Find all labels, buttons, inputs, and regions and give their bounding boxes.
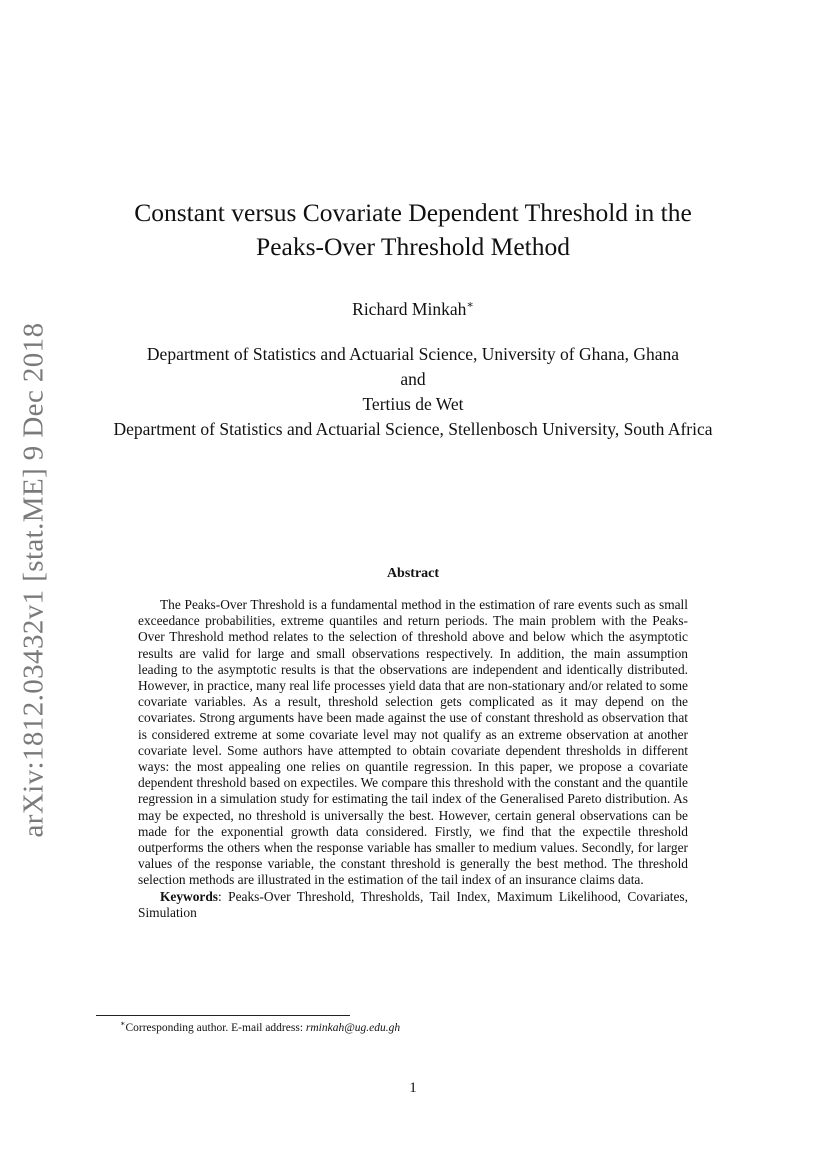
title-line-2: Peaks-Over Threshold Method [256,232,570,261]
affiliation-2: Department of Statistics and Actuarial Science, Stellenbosch University, South Africa [113,419,713,439]
author-footnote-mark: ∗ [466,299,474,311]
keywords [138,889,688,921]
footnote [120,1019,400,1034]
title-line-1: Constant versus Covariate Dependent Threshold in the [134,198,692,227]
paper-title [80,196,746,264]
affiliation-1: Department of Statistics and Actuarial Science, University of Ghana, Ghana [146,344,680,364]
keywords-text: : Peaks-Over Threshold, Thresholds, Tail Index, Maximum Likelihood, Covariates, Simulation [138,888,688,920]
affiliation-and: and [400,369,426,389]
abstract-body [138,597,688,921]
author-2: Tertius de Wet [362,394,464,414]
author-name: Richard Minkah [352,298,467,319]
abstract-text: The Peaks-Over Threshold is a fundamental method in the estimation of rare events such as small exceedance probabilities, extreme quantiles and return periods. The main problem with the Peaks-Over Threshold method relates to the selection of threshold above and below which the asymptotic results are valid for large and small observations respectively. In addition, the main assumption leading to the asymptotic results is that the observations are independent and identically distributed. However, in practice, many real life processes yield data that are non-stationary and/or related to some covariate variables. As a result, threshold selection gets complicated as it may depend on the covariates. Strong arguments have been made against the use of constant threshold as observation that is considered extreme at some covariate level may not qualify as an extreme observation at another covariate level. Some authors have attempted to obtain covariate dependent thresholds in different ways: the most appealing one relies on quantile regression. In this paper, we propose a covariate dependent threshold based on expectiles. We compare this threshold with the constant and the quantile regression in a simulation study for estimating the tail index of the Generalised Pareto distribution. As may be expected, no threshold is universally the best. However, certain general observations can be made for the exponential growth data considered. Firstly, we find that the expectile threshold outperforms the others when the response variable has smaller to medium values. Secondly, for larger values of the response variable, the constant threshold is generally the best method. The threshold selection methods are illustrated in the estimation of the tail index of an insurance claims data. [138,597,688,888]
author-line [0,298,826,320]
page-number: 1 [409,1080,417,1096]
footnote-mark: ∗ [120,1019,126,1028]
footnote-rule [96,1015,350,1016]
footnote-text: Corresponding author. E-mail address: [125,1021,306,1034]
arxiv-identifier-text: arXiv:1812.03432v1 [stat.ME] 9 Dec 2018 [17,322,50,838]
abstract-heading: Abstract [386,566,440,581]
keywords-label: Keywords [160,888,219,904]
affiliations [95,342,731,442]
footnote-email: rminkah@ug.edu.gh [305,1021,401,1034]
